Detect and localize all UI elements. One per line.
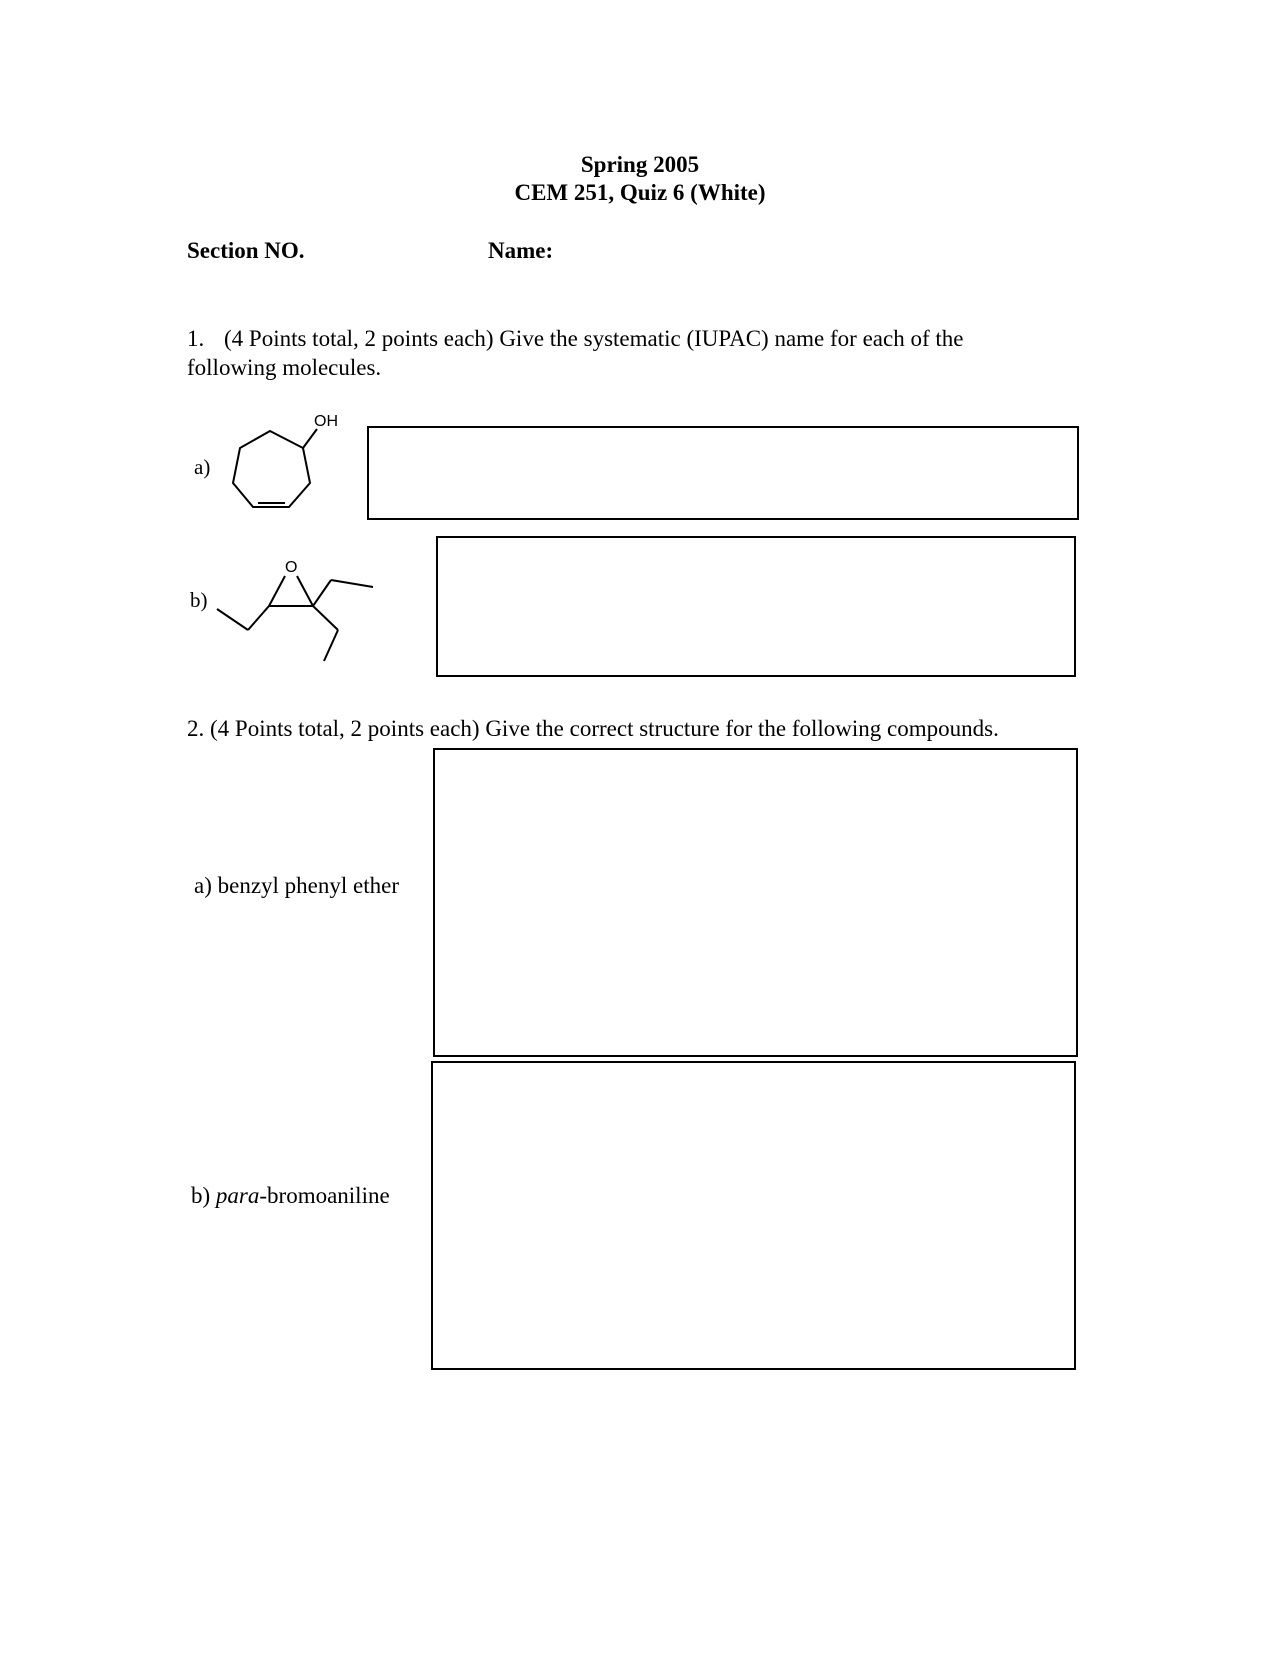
epoxide-structure [215, 550, 380, 670]
q2b-answer-box[interactable] [431, 1061, 1076, 1370]
question1-text-line1: (4 Points total, 2 points each) Give the systematic (IUPAC) name for each of the [224, 326, 964, 351]
q1a-answer-box[interactable] [367, 426, 1079, 520]
term-title: Spring 2005 [580, 152, 700, 177]
course-title: CEM 251, Quiz 6 (White) [514, 180, 766, 205]
q2b-suffix: -bromoaniline [259, 1183, 390, 1208]
hydroxyl-label: OH [314, 413, 338, 430]
q1b-label: b) [190, 588, 208, 612]
q2a-label: a) benzyl phenyl ether [194, 873, 399, 898]
name-label: Name: [488, 238, 554, 263]
section-label: Section NO. [187, 238, 305, 263]
cycloheptenol-structure [220, 405, 350, 515]
q2b-italic: para [215, 1183, 260, 1208]
q2a-answer-box[interactable] [433, 748, 1078, 1057]
q1a-label: a) [194, 455, 211, 479]
q2b-prefix: b) [191, 1183, 216, 1208]
question2-text: 2. (4 Points total, 2 points each) Give the correct structure for the following compounds. [187, 716, 999, 741]
q2b-label [191, 1181, 390, 1210]
q1b-answer-box[interactable] [436, 536, 1076, 677]
oxygen-label: O [285, 559, 298, 576]
question1-number: 1. [187, 326, 205, 351]
question1-text-line2: following molecules. [187, 355, 382, 380]
